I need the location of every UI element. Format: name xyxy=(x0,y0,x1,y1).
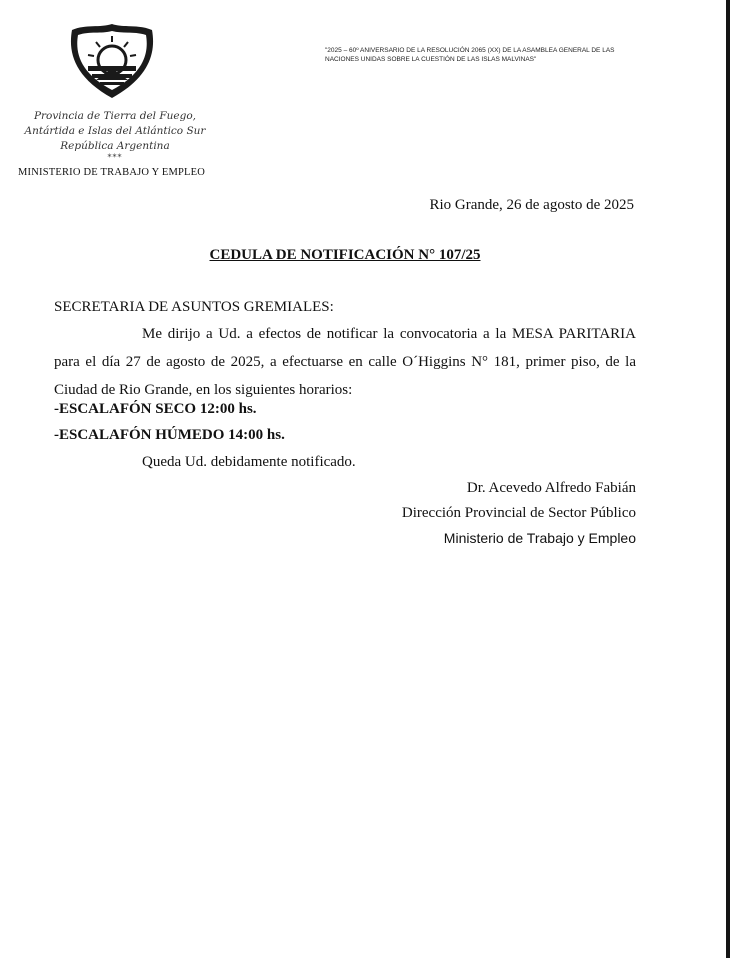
province-line: Antártida e Islas del Atlántico Sur xyxy=(24,125,206,137)
schedule-item: -ESCALAFÓN HÚMEDO 14:00 hs. xyxy=(54,427,285,443)
schedule-item: -ESCALAFÓN SECO 12:00 hs. xyxy=(54,401,257,417)
province-line: República Argentina xyxy=(60,140,170,152)
province-line: Provincia de Tierra del Fuego, xyxy=(33,110,197,122)
ornament-stars: *** xyxy=(107,153,123,162)
closing-line: Queda Ud. debidamente notificado. xyxy=(142,454,356,470)
date-line: Rio Grande, 26 de agosto de 2025 xyxy=(429,197,634,213)
scan-edge xyxy=(726,0,730,958)
document-title: CEDULA DE NOTIFICACIÓN N° 107/25 xyxy=(209,247,481,263)
provincial-seal-icon xyxy=(66,22,158,100)
addressee: SECRETARIA DE ASUNTOS GREMIALES: xyxy=(54,299,334,315)
anniversary-line: "2025 – 60º ANIVERSARIO DE LA RESOLUCIÓN 2065 (XX) DE LA ASAMBLEA GENERAL DE LAS xyxy=(325,47,615,54)
ministry-heading: MINISTERIO DE TRABAJO Y EMPLEO xyxy=(18,167,206,178)
signatory-name: Dr. Acevedo Alfredo Fabián xyxy=(466,480,636,496)
anniversary-notice xyxy=(325,46,625,64)
body-paragraph: Me dirijo a Ud. a efectos de notificar la convocatoria a la MESA PARITARIA para el día 27 de agosto de 2025, a efectuarse en calle O´Higgins N° 181, primer piso, de la Ciudad de Rio Grande, en los siguientes horarios: xyxy=(54,326,636,398)
signatory-ministry: Ministerio de Trabajo y Empleo xyxy=(443,530,636,546)
signatory-office: Dirección Provincial de Sector Público xyxy=(401,505,636,521)
anniversary-line: NACIONES UNIDAS SOBRE LA CUESTIÓN DE LAS ISLAS MALVINAS" xyxy=(325,56,537,63)
province-heading xyxy=(10,109,220,162)
